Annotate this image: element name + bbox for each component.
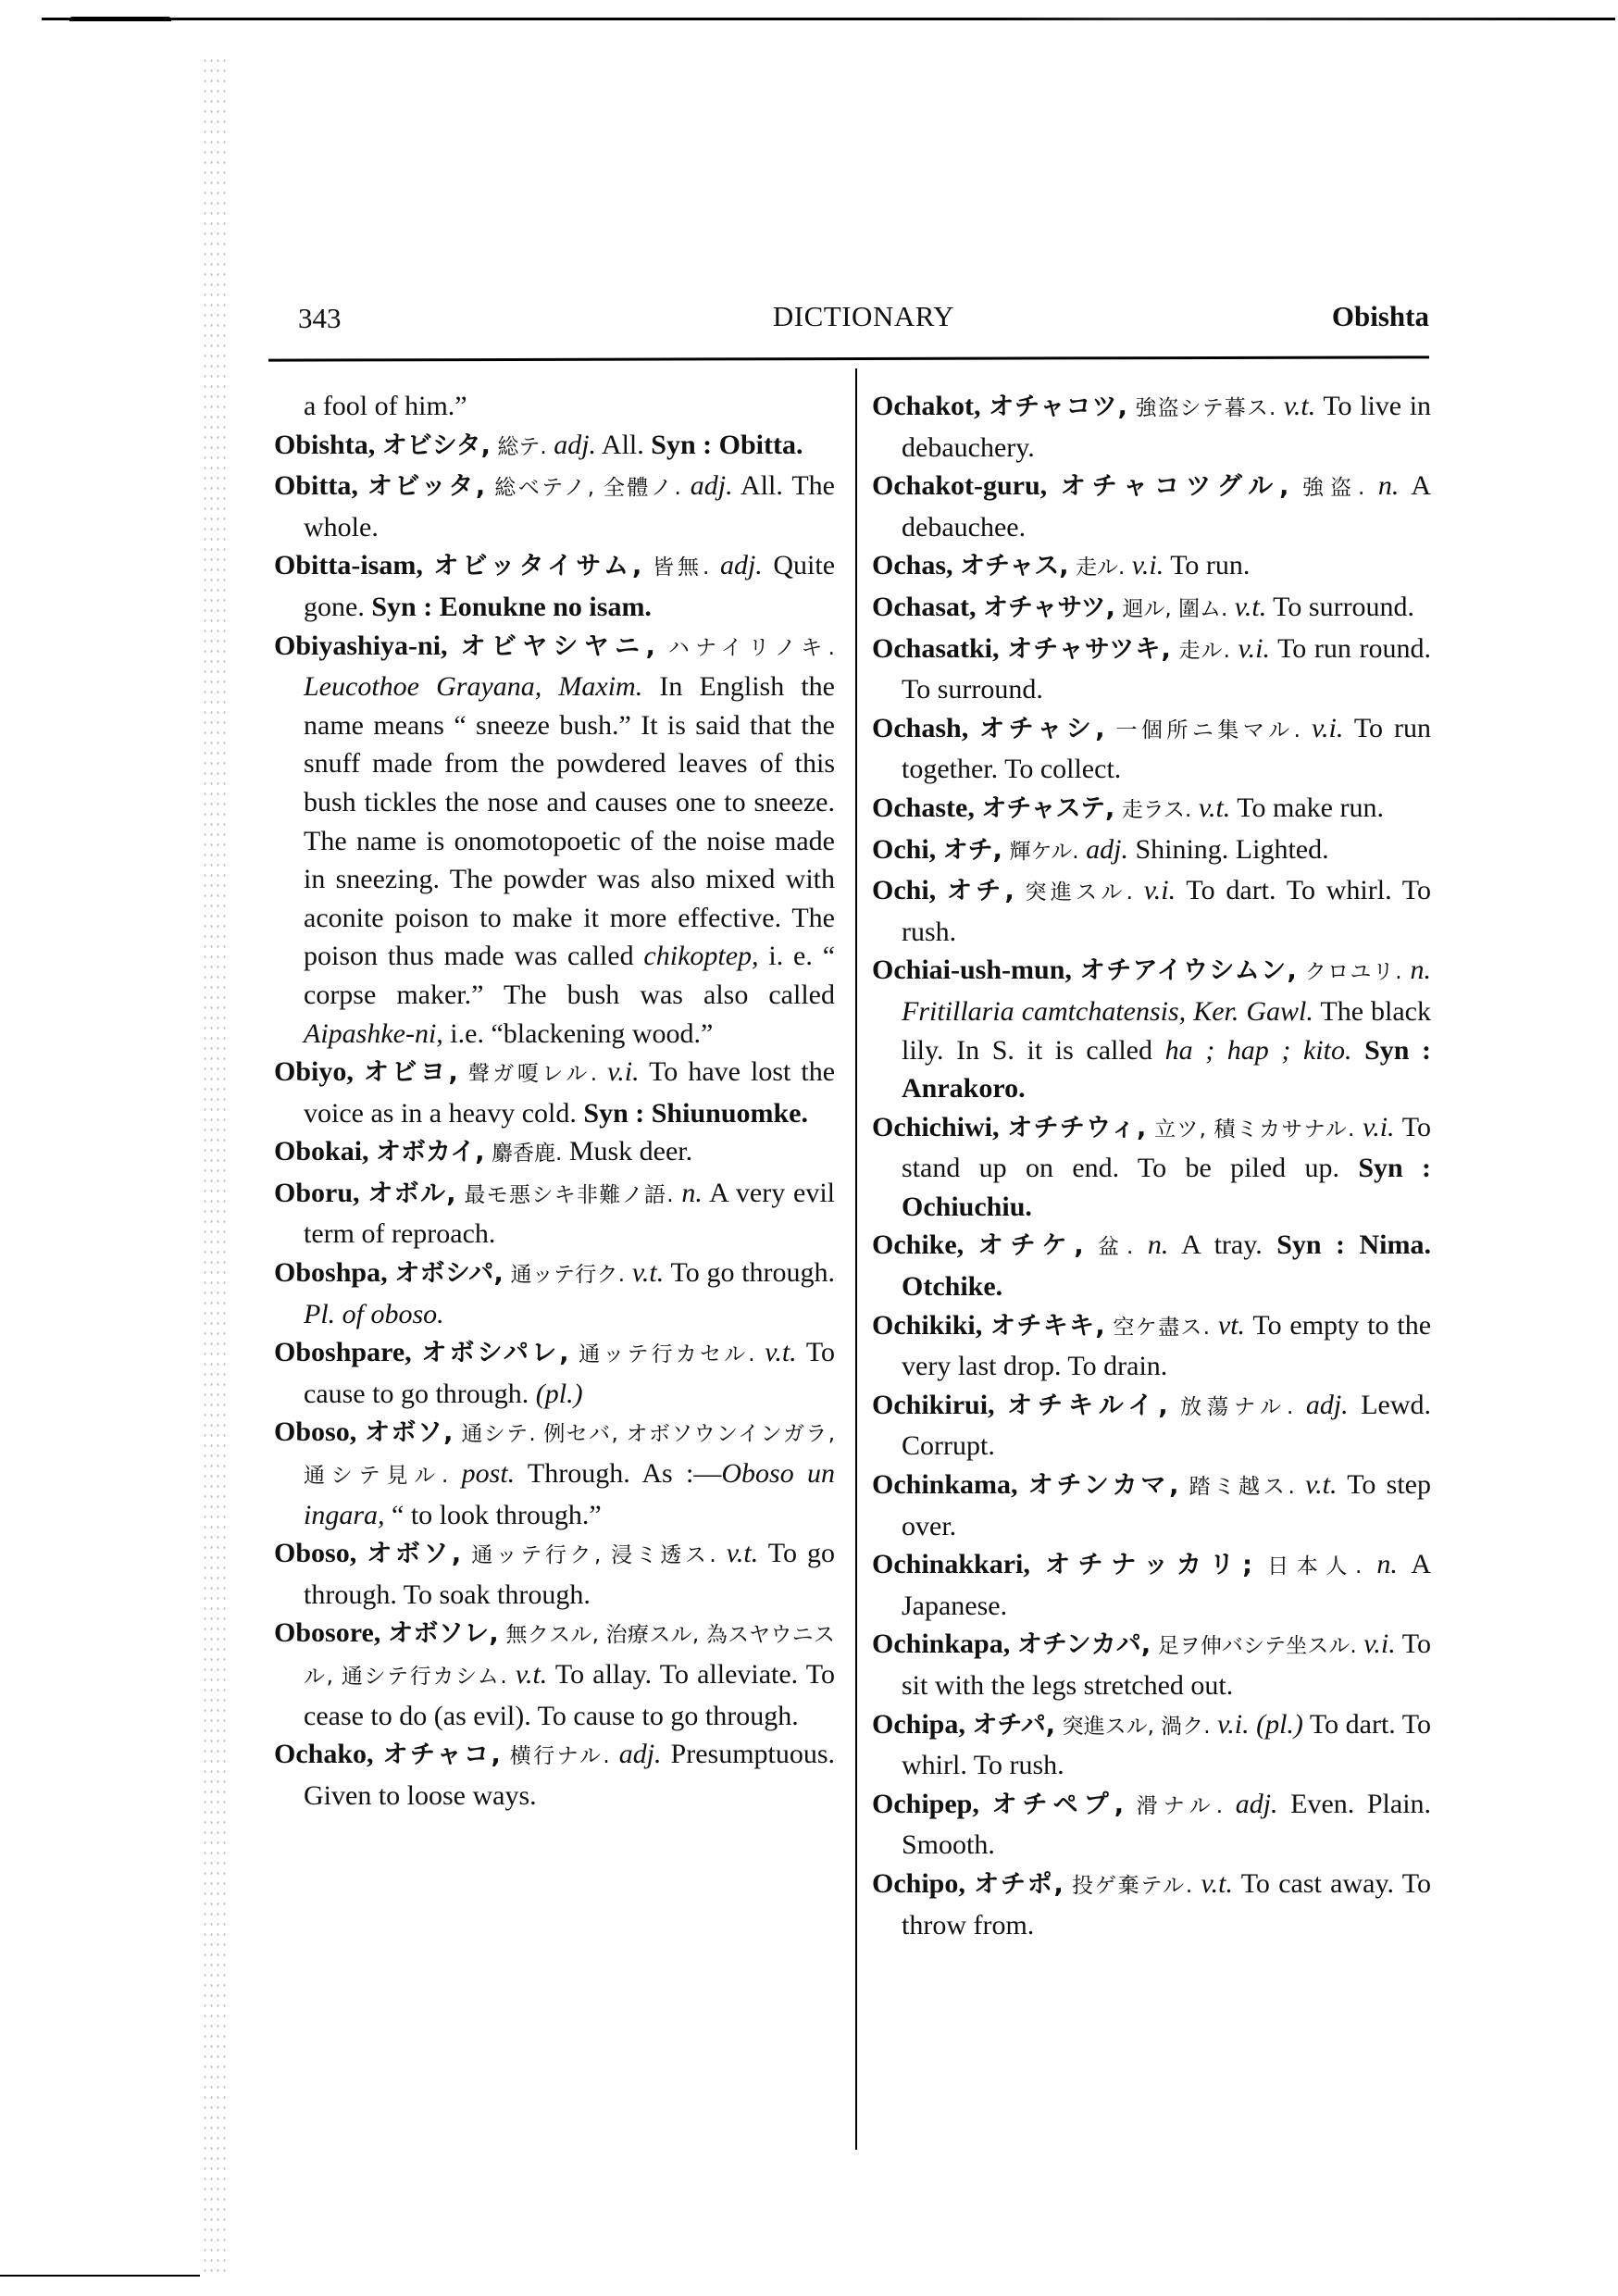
- headword: Obiyashiya-ni,: [274, 630, 448, 661]
- kana: オビヨ,: [363, 1058, 458, 1088]
- guide-word: Obishta: [1331, 300, 1429, 332]
- kana: オチャコツグル,: [1060, 472, 1289, 502]
- headword: Ochinkapa,: [872, 1628, 1011, 1660]
- kana: オビッタ,: [367, 472, 486, 502]
- kana: オボカイ,: [376, 1138, 485, 1167]
- headword: Ochipa,: [872, 1708, 965, 1740]
- headword: Ochikirui,: [872, 1389, 995, 1420]
- definition: Shining. Lighted.: [1135, 833, 1329, 865]
- headword: Ochako,: [274, 1739, 374, 1770]
- kana: オチペプ,: [991, 1790, 1125, 1819]
- kana: オボシパ,: [394, 1259, 504, 1289]
- japanese-gloss: 走ル.: [1075, 555, 1126, 580]
- dictionary-entry: [274, 1132, 835, 1174]
- part-of-speech: n.: [1376, 1549, 1398, 1580]
- definition: To run together. To collect.: [902, 712, 1431, 785]
- part-of-speech: v.i.: [1363, 1111, 1395, 1142]
- definition: Quite gone.: [304, 550, 836, 622]
- headword: Obitta,: [274, 470, 358, 502]
- kana: オチパ,: [972, 1710, 1056, 1740]
- kana: オチャコツ,: [989, 393, 1127, 421]
- kana: オチケ,: [977, 1231, 1084, 1261]
- kana: オチャコ,: [382, 1741, 501, 1770]
- headword: Ochasat,: [872, 591, 977, 622]
- part-of-speech: v.i.: [1131, 550, 1164, 581]
- dictionary-entry: [274, 467, 835, 546]
- headword: Oboso,: [274, 1538, 357, 1569]
- definition: A Japanese.: [902, 1549, 1432, 1621]
- headword: Ochakot-guru,: [872, 470, 1048, 502]
- part-of-speech: adj.: [719, 550, 763, 581]
- kana: オチャステ,: [981, 793, 1115, 823]
- japanese-gloss: 輝ケル.: [1009, 839, 1079, 864]
- headword: Ochipo,: [872, 1867, 965, 1899]
- syn-label: Syn :: [1364, 1034, 1432, 1066]
- entry-continuation: [274, 387, 835, 426]
- kana: オチナッカリ;: [1045, 1551, 1252, 1580]
- japanese-gloss: ハナイリノキ.: [667, 635, 835, 660]
- part-of-speech: n.: [1147, 1229, 1169, 1261]
- part-of-speech: n.: [1410, 955, 1432, 986]
- japanese-gloss: 突進スル.: [1025, 880, 1133, 905]
- example-gloss: “ to look through.”: [392, 1499, 602, 1530]
- definition: To dart. To whirl. To rush.: [902, 875, 1432, 947]
- definition: To step over.: [902, 1469, 1431, 1541]
- kana: オチャサツ,: [983, 593, 1115, 622]
- headword: Obitta-isam,: [274, 550, 423, 581]
- part-of-speech: adj.: [554, 429, 597, 460]
- dictionary-entry: [872, 588, 1431, 630]
- headword: Oboshpare,: [274, 1337, 412, 1368]
- definition: A very evil term of reproach.: [304, 1177, 836, 1250]
- headword: Ochikiki,: [872, 1309, 983, 1341]
- dictionary-entry: [274, 1254, 835, 1333]
- part-of-speech: adj.: [1305, 1389, 1349, 1420]
- alternate-names: ha ; hap ; kito.: [1164, 1034, 1352, 1066]
- syn-label: Syn :: [583, 1097, 645, 1129]
- headword: Ochi,: [872, 875, 937, 906]
- japanese-gloss: 聲ガ嗄レル.: [467, 1062, 598, 1087]
- dictionary-entry: [872, 387, 1431, 467]
- part-of-speech: vt.: [1217, 1309, 1246, 1341]
- japanese-gloss: 最モ悪シキ非難ノ語.: [464, 1182, 674, 1207]
- japanese-gloss: 空ケ盡ス.: [1113, 1315, 1211, 1340]
- continuation-text: a fool of him.”: [304, 391, 467, 421]
- japanese-gloss: 無クスル, 治療スル, 為スヤウニスル, 通シテ行カシム.: [304, 1623, 835, 1689]
- usage-note: (pl.): [535, 1378, 583, 1409]
- latin-name: Fritillaria camtchatensis, Ker. Gawl.: [902, 995, 1313, 1027]
- dictionary-entry: [274, 1413, 835, 1534]
- headword: Ochichiwi,: [872, 1111, 1000, 1142]
- definition-part: In English the name means “ sneeze bush.” It is said that the snuff made from the powdered leaves of this bush tickles the nose and causes one to sneeze. The name is onomotopoetic of the noise made in sneezing. The powder was also mixed with aconite poison to make it more effective. The poison thus made was called: [304, 671, 836, 972]
- headword: Oboshpa,: [274, 1257, 388, 1289]
- part-of-speech: v.t.: [1198, 792, 1231, 823]
- definition: To run.: [1170, 550, 1251, 581]
- synonym: Eonukne no isam.: [439, 591, 652, 622]
- dictionary-entry: [872, 1386, 1431, 1466]
- ainu-term: Aipashke-ni,: [304, 1017, 443, 1049]
- definition: To sit with the legs stretched out.: [902, 1628, 1431, 1701]
- definition: A tray.: [1181, 1229, 1263, 1261]
- kana: オチ,: [946, 877, 1014, 906]
- japanese-gloss: 立ツ, 積ミカサナル.: [1154, 1117, 1355, 1142]
- kana: オボル,: [367, 1179, 456, 1208]
- definition-part: i. e. “ corpse maker.” The bush was also called: [304, 941, 836, 1010]
- headword: Ochas,: [872, 550, 953, 581]
- definition: Lewd. Corrupt.: [902, 1389, 1431, 1462]
- japanese-gloss: 一個所ニ集マル.: [1115, 718, 1301, 742]
- headword: Ochash,: [872, 712, 969, 743]
- part-of-speech: v.i.: [1143, 875, 1176, 906]
- dictionary-entry: [872, 789, 1431, 830]
- definition: To stand up on end. To be piled up.: [902, 1111, 1432, 1184]
- headword: Obokai,: [274, 1136, 369, 1167]
- definition: To run round. To surround.: [902, 632, 1432, 705]
- part-of-speech: adj.: [1086, 833, 1128, 865]
- bottom-edge-rule: [0, 2275, 200, 2277]
- part-of-speech: v.t.: [515, 1659, 548, 1690]
- japanese-gloss: 走ラス.: [1121, 797, 1192, 822]
- dictionary-entry: [872, 1108, 1431, 1227]
- dictionary-entry: [872, 546, 1431, 588]
- headword: Oboso,: [274, 1416, 357, 1448]
- part-of-speech: post.: [461, 1458, 516, 1490]
- japanese-gloss: 滑ナル.: [1136, 1793, 1224, 1818]
- part-of-speech: v.i.: [1311, 712, 1344, 743]
- headword: Ochasatki,: [872, 632, 1000, 664]
- dictionary-entry: [872, 1865, 1431, 1944]
- part-of-speech: v.i.: [1217, 1708, 1250, 1740]
- dictionary-entry: [872, 467, 1431, 546]
- synonym: Shiunuomke.: [651, 1097, 808, 1129]
- dictionary-entry: [872, 1785, 1431, 1865]
- running-head: [298, 302, 1429, 348]
- part-of-speech: v.t.: [1234, 591, 1267, 622]
- definition: To make run.: [1237, 792, 1384, 823]
- headword: Obishta,: [274, 429, 376, 460]
- headword: Obiyo,: [274, 1056, 354, 1088]
- synonym: Anrakoro.: [902, 1073, 1026, 1104]
- japanese-gloss: 足ヲ伸バシテ坐スル.: [1157, 1634, 1357, 1659]
- japanese-gloss: 皆無.: [652, 555, 710, 580]
- part-of-speech: v.t.: [1283, 391, 1316, 421]
- dictionary-entry: [872, 1226, 1431, 1305]
- part-of-speech: v.t.: [1201, 1867, 1233, 1899]
- definition: Even. Plain. Smooth.: [902, 1788, 1432, 1861]
- dictionary-entry: [872, 871, 1431, 951]
- dictionary-entry: [274, 426, 835, 468]
- kana: オチ,: [942, 835, 1002, 865]
- part-of-speech: adj.: [618, 1739, 662, 1770]
- headword: Ochiai-ush-mun,: [872, 955, 1072, 986]
- japanese-gloss: 投ゲ棄テル.: [1072, 1873, 1193, 1898]
- definition: All. The whole.: [304, 470, 835, 543]
- syn-label: Syn :: [1358, 1153, 1432, 1184]
- left-column: [274, 387, 835, 1815]
- kana: オチキキ,: [990, 1311, 1105, 1341]
- kana: オビッタイサム,: [433, 552, 642, 581]
- dictionary-entry: [872, 1466, 1431, 1545]
- headword: Ochinakkari,: [872, 1549, 1030, 1580]
- headword: Ochinkama,: [872, 1469, 1018, 1501]
- dictionary-entry: [274, 1735, 835, 1815]
- definition: To have lost the voice as in a heavy cold.: [304, 1056, 836, 1129]
- japanese-gloss: 通ッテ行ク.: [510, 1263, 626, 1288]
- japanese-gloss: 強盗シテ暮ス.: [1135, 396, 1276, 420]
- definition: To cast away. To throw from.: [902, 1867, 1431, 1940]
- japanese-gloss: 強盗.: [1301, 476, 1365, 501]
- dictionary-entry: [274, 1053, 835, 1132]
- part-of-speech: adj.: [690, 470, 733, 502]
- kana: オチポ,: [974, 1869, 1064, 1899]
- kana: オボソ,: [365, 1418, 454, 1448]
- definition: To surround.: [1273, 591, 1415, 622]
- right-column: [872, 387, 1431, 1944]
- part-of-speech: v.t.: [1305, 1469, 1338, 1501]
- part-of-speech: v.i.: [1363, 1628, 1396, 1660]
- headword: Oboru,: [274, 1177, 360, 1208]
- part-of-speech: n.: [681, 1177, 703, 1208]
- usage-note: (pl.): [1256, 1708, 1303, 1740]
- column-divider: [855, 368, 857, 2150]
- japanese-gloss: 麝香鹿.: [492, 1142, 563, 1167]
- dictionary-entry: [872, 951, 1431, 1107]
- syn-label: Syn :: [1276, 1229, 1346, 1261]
- headword: Ochaste,: [872, 792, 975, 823]
- dictionary-entry: [274, 1534, 835, 1614]
- definition: All.: [601, 429, 644, 460]
- dictionary-entry: [872, 830, 1431, 872]
- dictionary-entry: [274, 1333, 835, 1413]
- kana: オボシパレ,: [421, 1339, 569, 1368]
- header-rule: [268, 356, 1429, 361]
- definition: To go through.: [670, 1257, 836, 1289]
- dictionary-entry: [274, 1614, 835, 1735]
- scan-margin-noise: [202, 56, 230, 2277]
- kana: オビシタ,: [381, 430, 491, 460]
- definition: Musk deer.: [568, 1136, 693, 1167]
- kana: オボソ,: [367, 1540, 462, 1569]
- example: Oboso un ingara,: [304, 1458, 836, 1530]
- dictionary-entry: [274, 1174, 835, 1254]
- japanese-gloss: 通シテ. 例セバ, オボソウンインガラ, 通シテ見ル.: [304, 1422, 836, 1489]
- dictionary-entry: [872, 1625, 1431, 1704]
- synonym: Obitta.: [718, 429, 803, 460]
- dictionary-entry: [872, 709, 1431, 789]
- dictionary-entry: [274, 546, 835, 626]
- synonym: Ochiuchiu.: [902, 1191, 1032, 1222]
- kana: オチキルイ,: [1007, 1391, 1168, 1420]
- japanese-gloss: 日本人.: [1267, 1554, 1363, 1579]
- ainu-term: chikoptep,: [643, 941, 759, 972]
- definition: To dart. To whirl. To rush.: [902, 1708, 1431, 1781]
- japanese-gloss: 横行ナル.: [509, 1744, 610, 1769]
- syn-label: Syn :: [651, 429, 713, 460]
- japanese-gloss: 盆.: [1098, 1235, 1134, 1260]
- kana: オビヤシヤニ,: [460, 631, 655, 661]
- definition-part: i.e. “blackening wood.”: [442, 1017, 714, 1049]
- synonym: Nima. Otchike.: [902, 1229, 1431, 1303]
- part-of-speech: adj.: [1235, 1788, 1278, 1819]
- japanese-gloss: 通ッテ行カセル.: [579, 1342, 755, 1367]
- dictionary-entry: [872, 1306, 1431, 1386]
- japanese-gloss: 突進スル, 渦ク.: [1062, 1714, 1211, 1739]
- part-of-speech: v.t.: [765, 1337, 797, 1368]
- headword: Ochipep,: [872, 1788, 979, 1819]
- usage-note: Pl. of oboso.: [304, 1298, 444, 1329]
- dictionary-entry: [872, 1705, 1431, 1785]
- kana: オチンカパ,: [1016, 1630, 1151, 1660]
- japanese-gloss: クロユリ.: [1304, 960, 1402, 985]
- definition: To cause to go through.: [304, 1337, 836, 1409]
- definition: To empty to the very last drop. To drain.: [902, 1309, 1432, 1382]
- kana: オチアイウシムン,: [1079, 956, 1297, 986]
- part-of-speech: v.i.: [607, 1056, 640, 1088]
- definition: The black lily. In S. it is called: [902, 995, 1431, 1066]
- kana: オチンカマ,: [1027, 1471, 1179, 1501]
- definition: A debauchee.: [902, 470, 1431, 543]
- definition: Presumptuous. Given to loose ways.: [304, 1739, 836, 1811]
- dictionary-entry: [274, 627, 835, 1054]
- syn-label: Syn :: [371, 591, 433, 622]
- definition: To allay. To alleviate. To cease to do (as evil). To cause to go through.: [304, 1659, 836, 1731]
- headword: Ochike,: [872, 1229, 965, 1261]
- definition: To live in debauchery.: [902, 391, 1432, 463]
- running-title: DICTIONARY: [772, 300, 955, 332]
- part-of-speech: v.t.: [631, 1257, 665, 1289]
- dictionary-entry: [872, 630, 1431, 709]
- part-of-speech: v.t.: [726, 1538, 759, 1569]
- kana: オチャス,: [960, 552, 1069, 581]
- top-edge-rule-shadow: [69, 17, 171, 21]
- japanese-gloss: 放蕩ナル.: [1180, 1394, 1294, 1419]
- japanese-gloss: 通ッテ行ク, 浸ミ透ス.: [471, 1543, 716, 1568]
- definition: To go through. To soak through.: [304, 1538, 836, 1610]
- definition: Through. As :—: [527, 1458, 722, 1490]
- headword: Ochi,: [872, 833, 937, 865]
- part-of-speech: n.: [1377, 470, 1400, 502]
- kana: オチチウィ,: [1007, 1113, 1147, 1142]
- japanese-gloss: 迴ル, 圍ム.: [1122, 596, 1228, 621]
- japanese-gloss: 踏ミ越ス.: [1189, 1475, 1295, 1500]
- japanese-gloss: 総ベテノ, 全體ノ.: [494, 476, 681, 501]
- headword: Ochakot,: [872, 391, 981, 421]
- kana: オチャサツキ,: [1007, 634, 1171, 664]
- dictionary-entry: [872, 1545, 1431, 1625]
- latin-name: Leucothoe Grayana, Maxim.: [304, 671, 643, 703]
- kana: オチャシ,: [979, 714, 1105, 743]
- top-edge-rule: [42, 18, 1615, 20]
- japanese-gloss: 走ル.: [1178, 638, 1230, 663]
- kana: オボソレ,: [388, 1619, 499, 1649]
- headword: Obosore,: [274, 1617, 381, 1649]
- japanese-gloss: 総テ.: [497, 434, 547, 459]
- page-number: 343: [298, 302, 342, 334]
- part-of-speech: v.i.: [1238, 632, 1270, 664]
